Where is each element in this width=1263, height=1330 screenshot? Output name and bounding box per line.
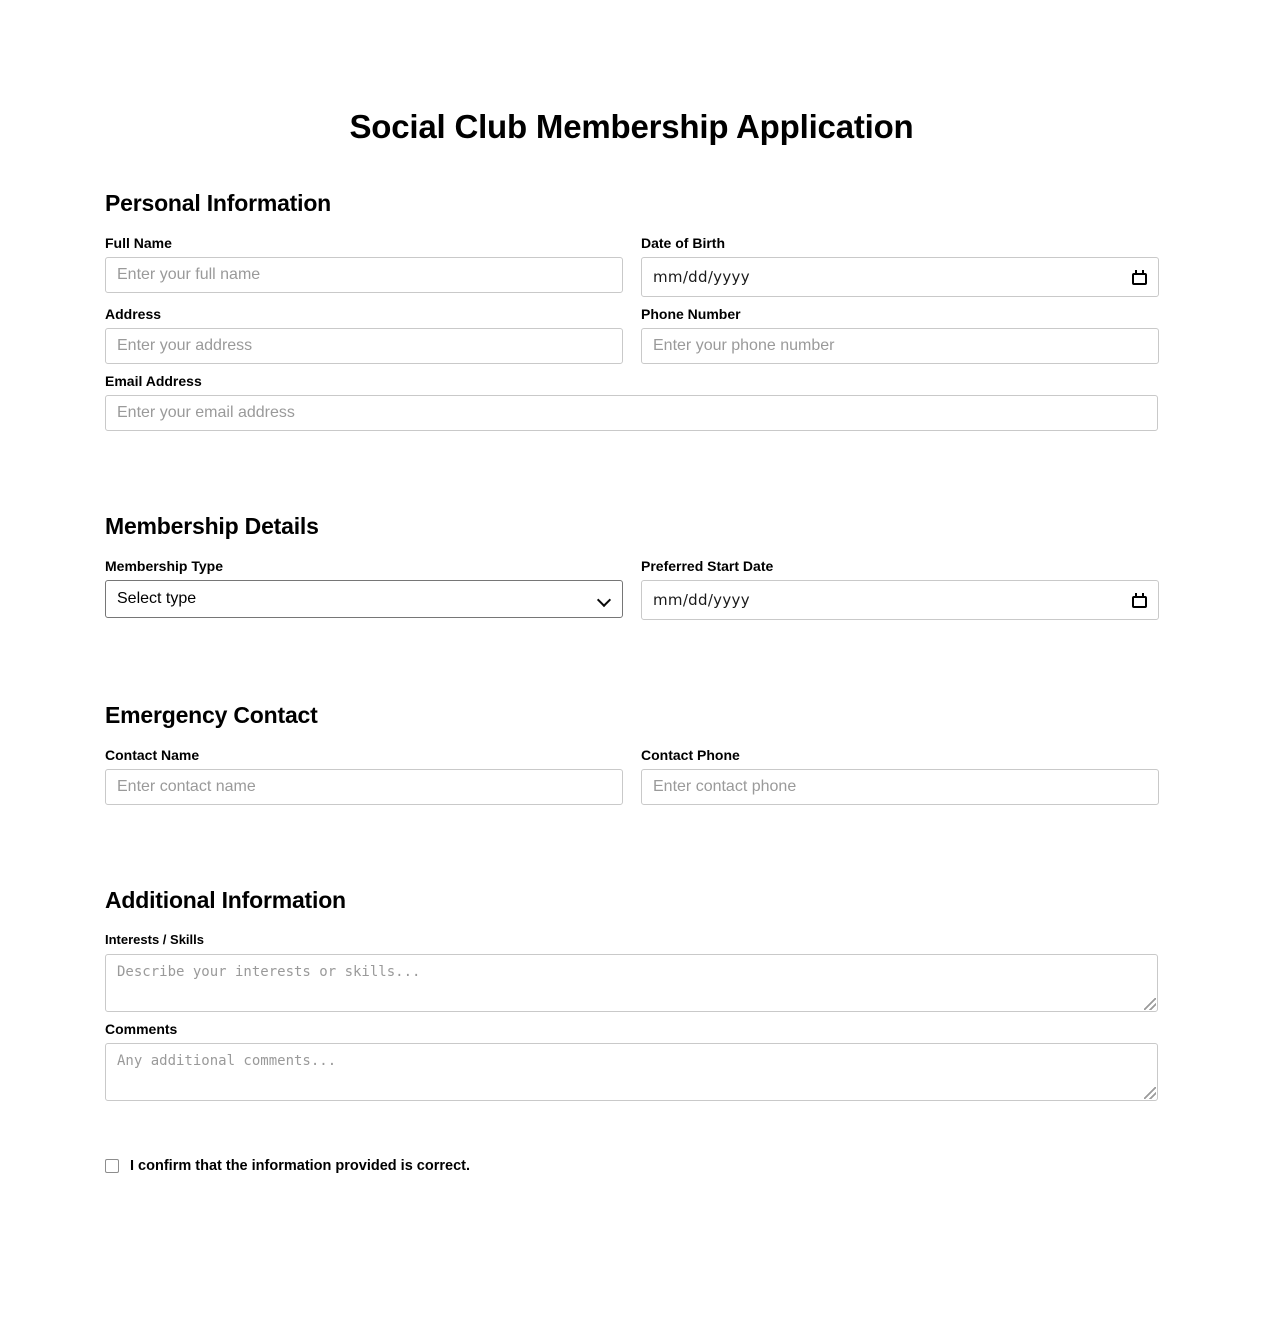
field-email-address: [105, 372, 1158, 431]
section-additional-information: [105, 887, 1158, 1101]
preferred-start-date-value: mm/dd/yyyy: [653, 591, 750, 609]
field-contact-phone: [641, 746, 1159, 805]
section-spacer-1: [105, 439, 1158, 513]
personal-col-right-2: [641, 305, 1159, 372]
personal-col-left-1: [105, 234, 623, 301]
resize-handle-icon[interactable]: [1144, 1087, 1156, 1099]
field-preferred-start-date: [641, 557, 1159, 620]
emergency-row-1: [105, 746, 1158, 813]
section-title-additional-information: Additional Information: [105, 887, 346, 913]
field-comments: [105, 1020, 1158, 1101]
section-personal-information: [105, 190, 1158, 439]
confirm-checkbox[interactable]: [105, 1159, 119, 1173]
personal-col-right-1: [641, 234, 1159, 305]
interests-skills-placeholder: Describe your interests or skills...: [117, 964, 421, 980]
membership-type-selected-value: Select type: [117, 590, 197, 607]
phone-number-input[interactable]: [641, 328, 1159, 364]
label-address: Address: [105, 306, 162, 322]
label-full-name: Full Name: [105, 235, 172, 251]
label-preferred-start-date: Preferred Start Date: [641, 558, 774, 574]
confirmation-row: [105, 1157, 1158, 1175]
section-emergency-contact: [105, 702, 1158, 813]
field-date-of-birth: [641, 234, 1159, 297]
email-address-input[interactable]: [105, 395, 1158, 431]
section-membership-details: [105, 513, 1158, 628]
field-full-name: [105, 234, 623, 293]
section-spacer-2: [105, 628, 1158, 702]
section-title-personal-information: Personal Information: [105, 190, 332, 216]
preferred-start-date-input[interactable]: [641, 580, 1159, 620]
label-phone-number: Phone Number: [641, 306, 741, 322]
contact-phone-input[interactable]: [641, 769, 1159, 805]
membership-col-left: [105, 557, 623, 626]
form-body: [105, 190, 1158, 1175]
label-contact-phone: Contact Phone: [641, 747, 740, 763]
membership-row-1: [105, 557, 1158, 628]
date-of-birth-value: mm/dd/yyyy: [653, 268, 750, 286]
personal-row-1: [105, 234, 1158, 305]
emergency-col-right: [641, 746, 1159, 813]
field-address: [105, 305, 623, 364]
resize-handle-icon[interactable]: [1144, 998, 1156, 1010]
personal-col-full: [105, 372, 1158, 439]
comments-placeholder: Any additional comments...: [117, 1053, 337, 1069]
label-membership-type: Membership Type: [105, 558, 223, 574]
field-interests-skills: [105, 931, 1158, 1012]
label-comments: Comments: [105, 1021, 178, 1037]
comments-textarea[interactable]: [105, 1043, 1158, 1101]
membership-type-select[interactable]: [105, 580, 623, 618]
chevron-down-icon: [598, 593, 611, 606]
personal-col-left-2: [105, 305, 623, 372]
field-contact-name: [105, 746, 623, 805]
section-title-emergency-contact: Emergency Contact: [105, 702, 318, 728]
field-membership-type: [105, 557, 623, 618]
section-spacer-3: [105, 813, 1158, 887]
label-date-of-birth: Date of Birth: [641, 235, 725, 251]
date-of-birth-input[interactable]: [641, 257, 1159, 297]
calendar-icon[interactable]: [1132, 270, 1147, 285]
label-contact-name: Contact Name: [105, 747, 200, 763]
calendar-icon[interactable]: [1132, 593, 1147, 608]
contact-name-input[interactable]: [105, 769, 623, 805]
emergency-col-left: [105, 746, 623, 813]
personal-row-2: [105, 305, 1158, 372]
full-name-input[interactable]: [105, 257, 623, 293]
page-title: Social Club Membership Application: [349, 108, 914, 145]
address-input[interactable]: [105, 328, 623, 364]
confirm-checkbox-label: I confirm that the information provided is correct.: [130, 1158, 470, 1174]
label-interests-skills: Interests / Skills: [105, 932, 204, 947]
confirm-spacer: [105, 1109, 1158, 1157]
membership-col-right: [641, 557, 1159, 628]
field-phone-number: [641, 305, 1159, 364]
personal-row-3: [105, 372, 1158, 439]
interests-skills-textarea[interactable]: [105, 954, 1158, 1012]
section-title-membership-details: Membership Details: [105, 513, 319, 539]
label-email-address: Email Address: [105, 373, 202, 389]
